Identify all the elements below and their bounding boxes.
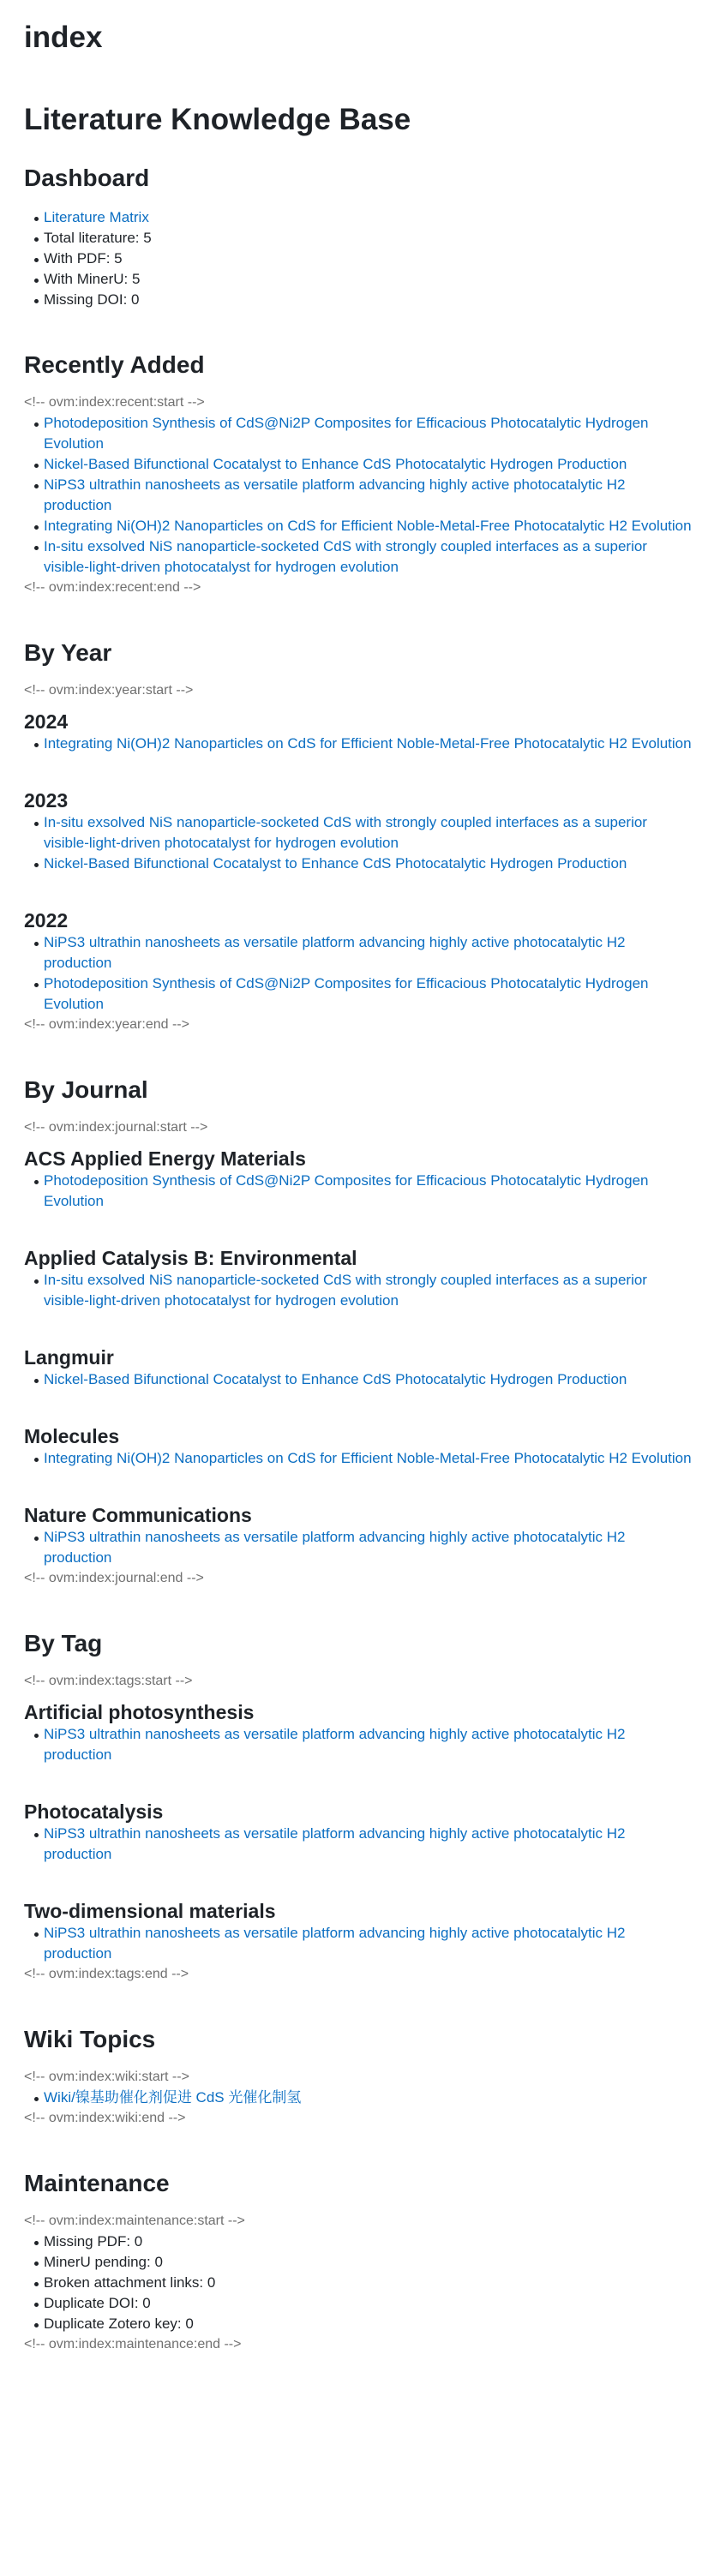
paper-link[interactable]: Integrating Ni(OH)2 Nanoparticles on CdS for Efficient Noble-Metal-Free Photocatalytic H2 Evolution bbox=[44, 518, 692, 534]
paper-link[interactable]: Nickel-Based Bifunctional Cocatalyst to Enhance CdS Photocatalytic Hydrogen Production bbox=[44, 456, 627, 472]
paper-link[interactable]: Photodeposition Synthesis of CdS@Ni2P Composites for Efficacious Photocatalytic Hydrogen Evolution bbox=[44, 415, 649, 452]
recent-end-comment: <!-- ovm:index:recent:end --> bbox=[24, 580, 201, 595]
literature-matrix-link[interactable]: Literature Matrix bbox=[44, 209, 149, 225]
dashboard-item: Missing DOI: 0 bbox=[24, 290, 696, 310]
list-item bbox=[24, 734, 696, 754]
paper-link[interactable]: In-situ exsolved NiS nanoparticle-socketed CdS with strongly coupled interfaces as a superior visible-light-driven photocatalyst for hydrogen evolution bbox=[44, 1272, 647, 1309]
maintenance-item: Duplicate DOI: 0 bbox=[24, 2293, 696, 2314]
paper-link[interactable]: NiPS3 ultrathin nanosheets as versatile platform advancing highly active photocatalytic H2 production bbox=[44, 1825, 626, 1862]
list-item bbox=[24, 932, 696, 973]
dashboard-item bbox=[24, 207, 696, 228]
dashboard-item: Total literature: 5 bbox=[24, 228, 696, 249]
list-item bbox=[24, 475, 696, 516]
year-group-list bbox=[24, 734, 696, 754]
tags-start-comment: <!-- ovm:index:tags:start --> bbox=[24, 1674, 193, 1688]
journal-group-list bbox=[24, 1171, 696, 1212]
by-journal-heading: By Journal bbox=[24, 1076, 148, 1103]
by-tag-heading: By Tag bbox=[24, 1630, 103, 1656]
paper-link[interactable]: Nickel-Based Bifunctional Cocatalyst to Enhance CdS Photocatalytic Hydrogen Production bbox=[44, 855, 627, 872]
list-item bbox=[24, 1527, 696, 1568]
list-item bbox=[24, 854, 696, 874]
maintenance-heading: Maintenance bbox=[24, 2170, 170, 2196]
journal-start-comment: <!-- ovm:index:journal:start --> bbox=[24, 1120, 208, 1135]
wiki-topic-link[interactable]: Wiki/镍基助催化剂促进 CdS 光催化制氢 bbox=[44, 2089, 302, 2106]
journal-group-heading: Molecules bbox=[24, 1425, 120, 1447]
list-item bbox=[24, 454, 696, 475]
year-start-comment: <!-- ovm:index:year:start --> bbox=[24, 683, 194, 698]
year-group-heading: 2022 bbox=[24, 909, 69, 932]
paper-link[interactable]: NiPS3 ultrathin nanosheets as versatile platform advancing highly active photocatalytic H2 production bbox=[44, 476, 626, 513]
tag-group-list bbox=[24, 1724, 696, 1765]
journal-group-heading: Applied Catalysis B: Environmental bbox=[24, 1247, 357, 1269]
tag-group-heading: Two-dimensional materials bbox=[24, 1900, 276, 1922]
paper-link[interactable]: In-situ exsolved NiS nanoparticle-socketed CdS with strongly coupled interfaces as a superior visible-light-driven photocatalyst for hydrogen evolution bbox=[44, 814, 647, 851]
recent-list bbox=[24, 413, 696, 578]
list-item bbox=[24, 812, 696, 854]
list-item bbox=[24, 413, 696, 454]
paper-link[interactable]: Nickel-Based Bifunctional Cocatalyst to Enhance CdS Photocatalytic Hydrogen Production bbox=[44, 1371, 627, 1387]
wiki-end-comment: <!-- ovm:index:wiki:end --> bbox=[24, 2111, 186, 2125]
paper-link[interactable]: NiPS3 ultrathin nanosheets as versatile platform advancing highly active photocatalytic H2 production bbox=[44, 1529, 626, 1566]
list-item bbox=[24, 2088, 696, 2108]
journal-group-heading: ACS Applied Energy Materials bbox=[24, 1147, 306, 1170]
list-item bbox=[24, 1824, 696, 1865]
maintenance-start-comment: <!-- ovm:index:maintenance:start --> bbox=[24, 2214, 245, 2228]
maintenance-item: Duplicate Zotero key: 0 bbox=[24, 2314, 696, 2334]
tag-group-list bbox=[24, 1824, 696, 1865]
year-group-list bbox=[24, 812, 696, 874]
dashboard-heading: Dashboard bbox=[24, 165, 150, 191]
paper-link[interactable]: Integrating Ni(OH)2 Nanoparticles on CdS for Efficient Noble-Metal-Free Photocatalytic H2 Evolution bbox=[44, 1450, 692, 1466]
tag-group-list bbox=[24, 1923, 696, 1964]
list-item bbox=[24, 516, 696, 536]
journal-group-list bbox=[24, 1369, 696, 1390]
maintenance-item: Broken attachment links: 0 bbox=[24, 2273, 696, 2293]
paper-link[interactable]: Photodeposition Synthesis of CdS@Ni2P Composites for Efficacious Photocatalytic Hydrogen Evolution bbox=[44, 975, 649, 1012]
main-heading: Literature Knowledge Base bbox=[24, 103, 411, 136]
maintenance-list bbox=[24, 2232, 696, 2334]
list-item bbox=[24, 1270, 696, 1311]
list-item bbox=[24, 1448, 696, 1469]
journal-group-list bbox=[24, 1448, 696, 1469]
paper-link[interactable]: Integrating Ni(OH)2 Nanoparticles on CdS for Efficient Noble-Metal-Free Photocatalytic H2 Evolution bbox=[44, 735, 692, 752]
recent-heading: Recently Added bbox=[24, 351, 205, 378]
paper-link[interactable]: NiPS3 ultrathin nanosheets as versatile platform advancing highly active photocatalytic H2 production bbox=[44, 1726, 626, 1763]
list-item bbox=[24, 973, 696, 1015]
tag-group-heading: Artificial photosynthesis bbox=[24, 1701, 255, 1723]
year-group-heading: 2024 bbox=[24, 710, 69, 733]
list-item bbox=[24, 1369, 696, 1390]
journal-group-heading: Nature Communications bbox=[24, 1504, 252, 1526]
dashboard-item: With PDF: 5 bbox=[24, 249, 696, 269]
journal-group-heading: Langmuir bbox=[24, 1346, 114, 1369]
list-item bbox=[24, 1171, 696, 1212]
tags-end-comment: <!-- ovm:index:tags:end --> bbox=[24, 1967, 189, 1981]
year-group-heading: 2023 bbox=[24, 789, 69, 812]
journal-group-list bbox=[24, 1527, 696, 1568]
year-end-comment: <!-- ovm:index:year:end --> bbox=[24, 1017, 189, 1032]
paper-link[interactable]: NiPS3 ultrathin nanosheets as versatile platform advancing highly active photocatalytic H2 production bbox=[44, 934, 626, 971]
paper-link[interactable]: NiPS3 ultrathin nanosheets as versatile platform advancing highly active photocatalytic H2 production bbox=[44, 1925, 626, 1962]
list-item bbox=[24, 1724, 696, 1765]
list-item bbox=[24, 1923, 696, 1964]
maintenance-end-comment: <!-- ovm:index:maintenance:end --> bbox=[24, 2337, 242, 2351]
wiki-heading: Wiki Topics bbox=[24, 2026, 156, 2052]
journal-end-comment: <!-- ovm:index:journal:end --> bbox=[24, 1571, 204, 1585]
dashboard-list bbox=[24, 207, 696, 310]
page-title: index bbox=[24, 21, 103, 54]
tag-group-heading: Photocatalysis bbox=[24, 1800, 164, 1823]
maintenance-item: Missing PDF: 0 bbox=[24, 2232, 696, 2252]
wiki-list bbox=[24, 2088, 696, 2108]
paper-link[interactable]: In-situ exsolved NiS nanoparticle-socketed CdS with strongly coupled interfaces as a superior visible-light-driven photocatalyst for hydrogen evolution bbox=[44, 538, 647, 575]
wiki-start-comment: <!-- ovm:index:wiki:start --> bbox=[24, 2070, 189, 2084]
by-year-heading: By Year bbox=[24, 639, 112, 666]
recent-start-comment: <!-- ovm:index:recent:start --> bbox=[24, 395, 205, 410]
paper-link[interactable]: Photodeposition Synthesis of CdS@Ni2P Composites for Efficacious Photocatalytic Hydrogen Evolution bbox=[44, 1172, 649, 1209]
list-item bbox=[24, 536, 696, 578]
journal-group-list bbox=[24, 1270, 696, 1311]
dashboard-item: With MinerU: 5 bbox=[24, 269, 696, 290]
maintenance-item: MinerU pending: 0 bbox=[24, 2252, 696, 2273]
year-group-list bbox=[24, 932, 696, 1015]
